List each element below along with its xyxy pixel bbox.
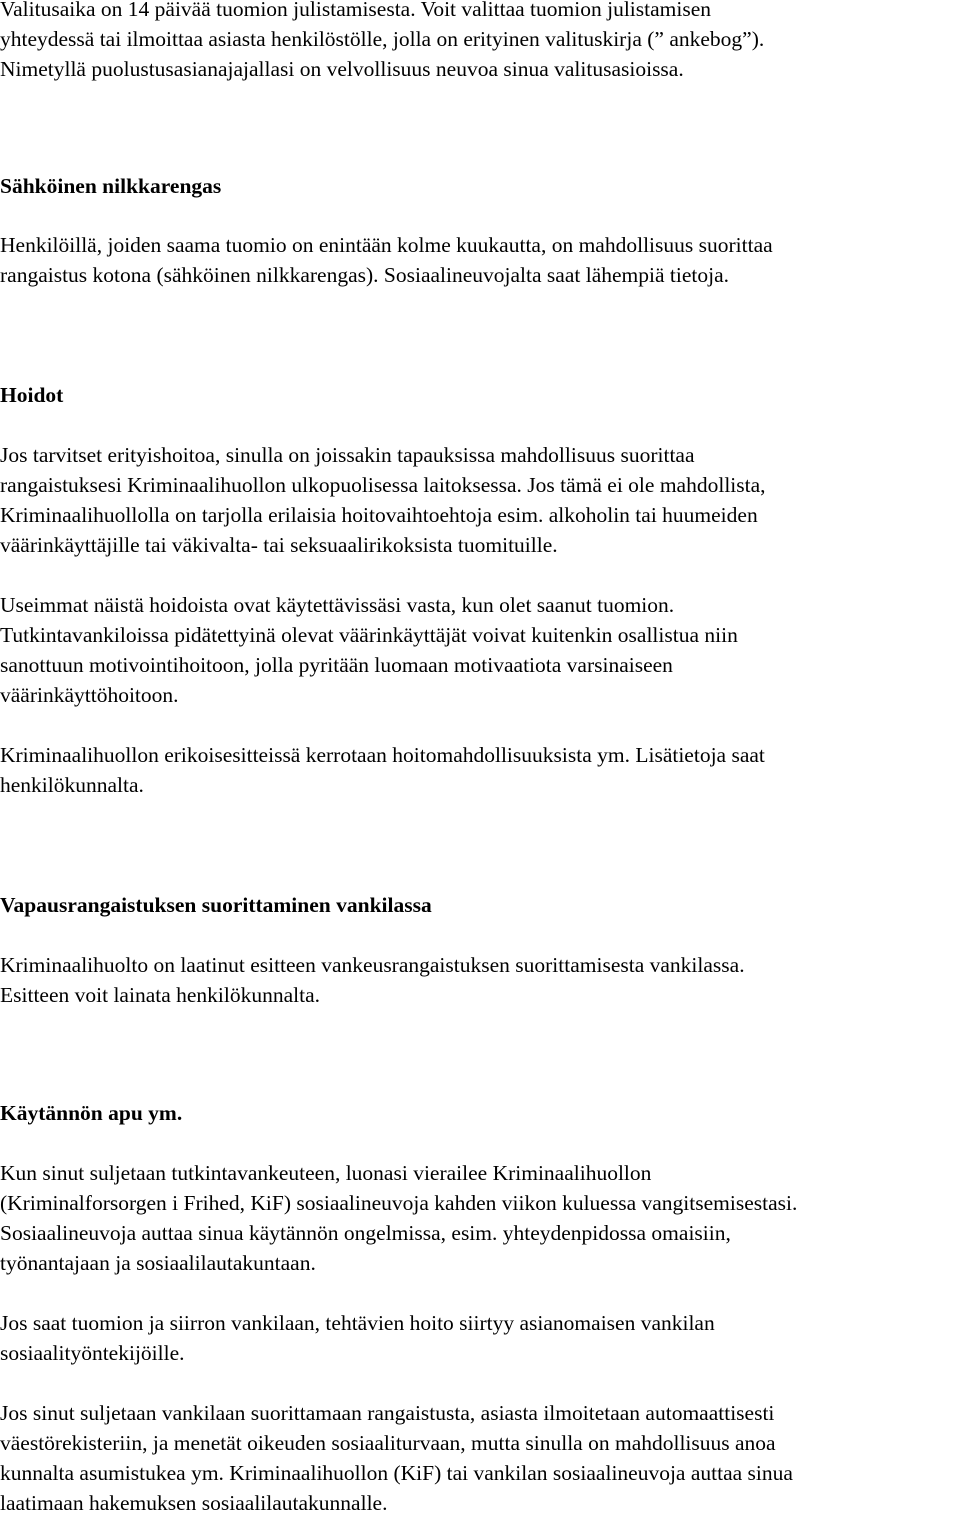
section-heading: Sähköinen nilkkarengas — [0, 174, 222, 198]
paragraph-line: Tutkintavankiloissa pidätettyinä olevat väärinkäyttäjät voivat kuitenkin osallistua niin — [0, 623, 738, 647]
paragraph-line: laatimaan hakemuksen sosiaalilautakunnalle. — [0, 1491, 388, 1515]
paragraph-line: Jos sinut suljetaan vankilaan suorittamaan rangaistusta, asiasta ilmoitetaan automaattisesti — [0, 1401, 775, 1425]
paragraph-line: väestörekisteriin, ja menetät oikeuden sosiaaliturvaan, mutta sinulla on mahdollisuus anoa — [0, 1431, 776, 1455]
paragraph-line: Kun sinut suljetaan tutkintavankeuteen, luonasi vierailee Kriminaalihuollon — [0, 1161, 652, 1185]
paragraph-line: henkilökunnalta. — [0, 773, 144, 797]
paragraph-line: Valitusaika on 14 päivää tuomion julistamisesta. Voit valittaa tuomion julistamisen — [0, 0, 712, 21]
paragraph-line: työnantajaan ja sosiaalilautakuntaan. — [0, 1251, 316, 1275]
paragraph-line: rangaistus kotona (sähköinen nilkkarengas). Sosiaalineuvojalta saat lähempiä tietoja. — [0, 263, 729, 287]
paragraph-line: Henkilöillä, joiden saama tuomio on enintään kolme kuukautta, on mahdollisuus suorittaa — [0, 233, 773, 257]
section-heading: Käytännön apu ym. — [0, 1101, 183, 1125]
paragraph-line: rangaistuksesi Kriminaalihuollon ulkopuolisessa laitoksessa. Jos tämä ei ole mahdollista, — [0, 473, 766, 497]
paragraph-line: Jos tarvitset erityishoitoa, sinulla on joissakin tapauksissa mahdollisuus suorittaa — [0, 443, 695, 467]
paragraph-line: Kriminaalihuollolla on tarjolla erilaisia hoitovaihtoehtoja esim. alkoholin tai huumeiden — [0, 503, 758, 527]
section-heading: Hoidot — [0, 383, 64, 407]
paragraph-line: sanottuun motivointihoitoon, jolla pyritään luomaan motivaatiota varsinaiseen — [0, 653, 673, 677]
paragraph-line: Nimetyllä puolustusasianajajallasi on velvollisuus neuvoa sinua valitusasioissa. — [0, 57, 684, 81]
paragraph-line: Jos saat tuomion ja siirron vankilaan, tehtävien hoito siirtyy asianomaisen vankilan — [0, 1311, 715, 1335]
paragraph-line: väärinkäyttäjille tai väkivalta- tai seksuaalirikoksista tuomituille. — [0, 533, 558, 557]
paragraph-line: yhteydessä tai ilmoittaa asiasta henkilöstölle, jolla on erityinen valituskirja (” ankebog”). — [0, 27, 765, 51]
paragraph-line: Sosiaalineuvoja auttaa sinua käytännön ongelmissa, esim. yhteydenpidossa omaisiin, — [0, 1221, 731, 1245]
paragraph-line: Useimmat näistä hoidoista ovat käytettävissäsi vasta, kun olet saanut tuomion. — [0, 593, 675, 617]
section-heading: Vapausrangaistuksen suorittaminen vankilassa — [0, 893, 432, 917]
paragraph-line: kunnalta asumistukea ym. Kriminaalihuollon (KiF) tai vankilan sosiaalineuvoja auttaa sinua — [0, 1461, 793, 1485]
paragraph-line: Esitteen voit lainata henkilökunnalta. — [0, 983, 321, 1007]
paragraph-line: väärinkäyttöhoitoon. — [0, 683, 179, 707]
paragraph-line: Kriminaalihuollon erikoisesitteissä kerrotaan hoitomahdollisuuksista ym. Lisätietoja saat — [0, 743, 765, 767]
paragraph-line: Kriminaalihuolto on laatinut esitteen vankeusrangaistuksen suorittamisesta vankilassa. — [0, 953, 745, 977]
paragraph-line: sosiaalityöntekijöille. — [0, 1341, 185, 1365]
paragraph-line: (Kriminalforsorgen i Frihed, KiF) sosiaalineuvoja kahden viikon kuluessa vangitsemisestasi. — [0, 1191, 798, 1215]
